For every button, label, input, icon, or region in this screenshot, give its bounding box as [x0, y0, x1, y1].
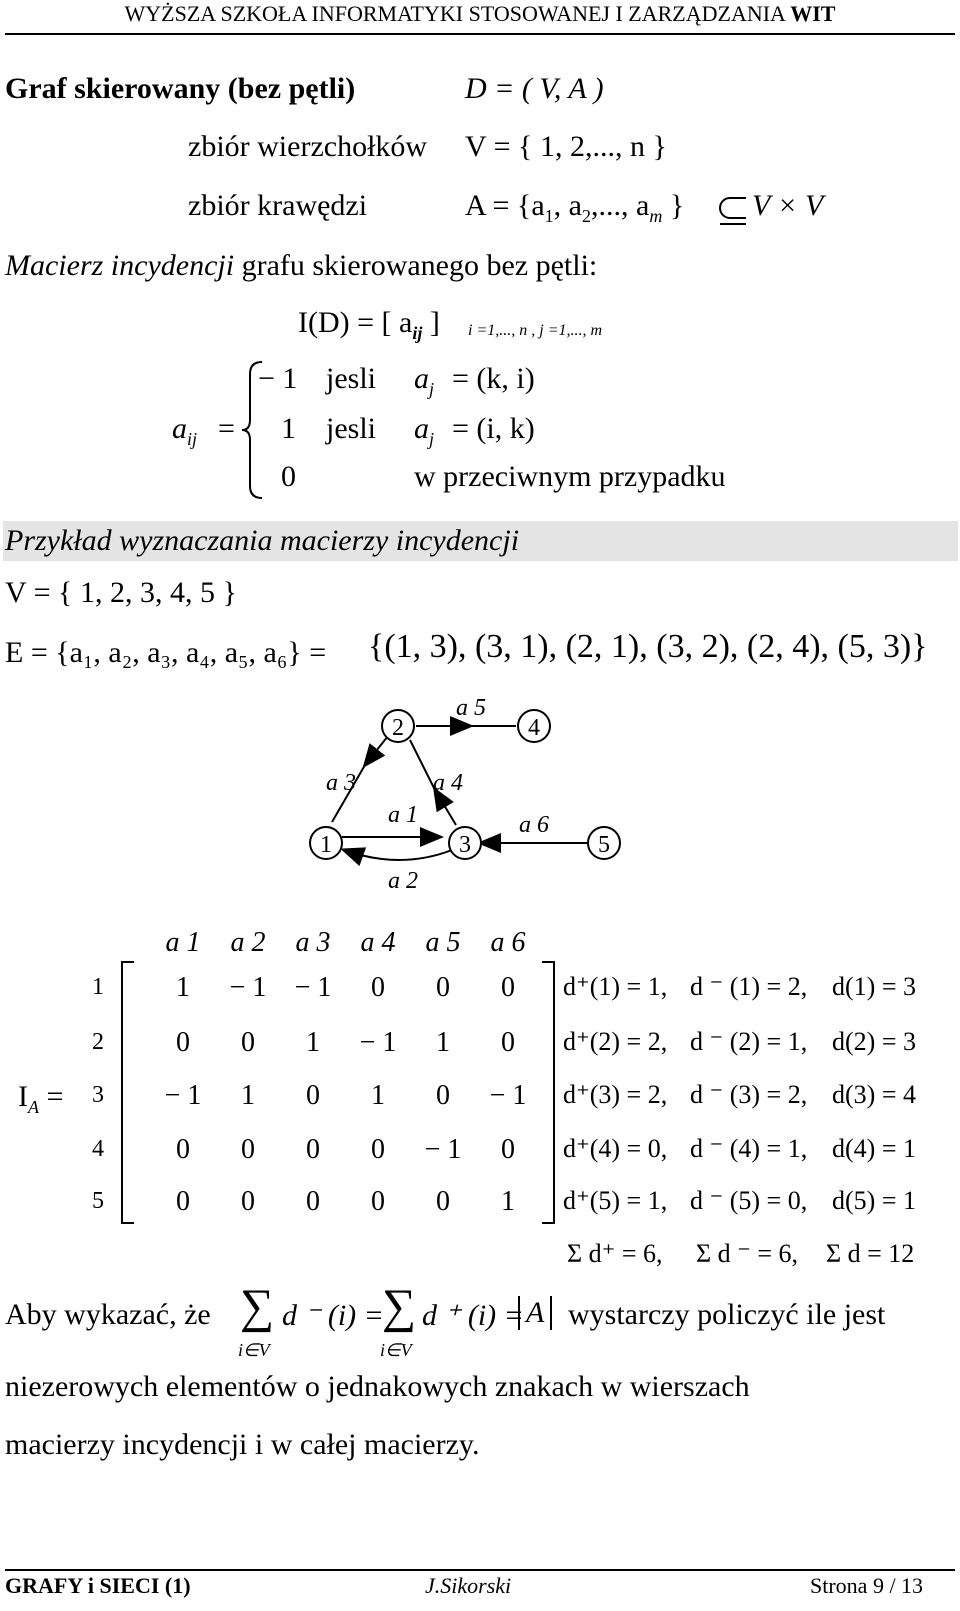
footer-rule [5, 1569, 955, 1571]
proof-line-3: macierzy incydencji i w całej macierzy. [5, 1428, 480, 1461]
page-header [0, 0, 960, 28]
footer-author: J.Sikorski [425, 1573, 512, 1598]
example-heading: Przykład wyznaczania macierzy incydencji [5, 524, 520, 557]
edges-formula: $A = \{a_1$, $a_2$,..., $a_m$ } [465, 189, 685, 226]
sum-icon: ∑ [240, 1280, 275, 1333]
col-header: a 1 [165, 927, 201, 958]
edge-a3 [365, 736, 388, 765]
sum1-term: d ⁻ (i) = [282, 1299, 384, 1332]
vertices-formula: V = { 1, 2,..., n } [465, 130, 667, 163]
graph-formula: D = ( V, A ) [465, 72, 604, 105]
col-header: a 5 [425, 927, 461, 958]
sum-in-degree: Σ d ⁻ = 6, [696, 1239, 799, 1268]
edge-label-a1: a 1 [388, 802, 418, 828]
in-degree: d ⁻ (3) = 2, [690, 1080, 808, 1109]
out-degree: d⁺(2) = 2, [563, 1027, 668, 1056]
header-rule [5, 33, 955, 35]
col-header: a 2 [230, 927, 266, 958]
node-4-label: 4 [528, 715, 540, 741]
total-degree: d(5) = 1 [832, 1186, 916, 1215]
edge-a2 [344, 850, 452, 860]
vertex-set: V = { 1, 2, 3, 4, 5 } [5, 576, 237, 609]
proof-line-2: niezerowych elementów o jednakowych znakach w wierszach [5, 1370, 750, 1403]
sum1-index: i∈V [238, 1340, 270, 1360]
edge-label-a6: a 6 [519, 812, 549, 838]
proof-tail: wystarczy policzyć ile jest [568, 1298, 886, 1331]
total-degree: d(2) = 3 [832, 1027, 916, 1056]
graph-diagram [0, 690, 960, 910]
proof-lead: Aby wykazać, że [5, 1298, 211, 1331]
in-degree: d ⁻ (4) = 1, [690, 1134, 808, 1163]
footer-page: Strona 9 / 13 [810, 1573, 924, 1598]
edge-label-a3: a 3 [326, 770, 356, 796]
sum2-term: d ⁺ (i) = [422, 1299, 524, 1332]
sum2-index: i∈V [380, 1340, 412, 1360]
col-header: a 6 [490, 927, 526, 958]
sum-out-degree: Σ d⁺ = 6, [567, 1239, 663, 1268]
total-degree: d(1) = 3 [832, 972, 916, 1001]
out-degree: d⁺(4) = 0, [563, 1134, 668, 1163]
header-title: WYŻSZA SZKOŁA INFORMATYKI STOSOWANEJ I ZARZĄDZANIA [124, 1, 785, 26]
node-2-label: 2 [392, 715, 404, 741]
node-5-label: 5 [598, 832, 610, 858]
out-degree: d⁺(5) = 1, [563, 1186, 668, 1215]
case-eq: = [218, 412, 235, 445]
subset-icon [716, 194, 752, 228]
incidence-heading: Macierz incydencji grafu skierowanego bez pętli: [5, 249, 598, 282]
total-degree: d(3) = 4 [832, 1080, 916, 1109]
abs-value-a: A [518, 1296, 552, 1330]
edge-label-a4: a 4 [433, 770, 463, 796]
header-title-bold: WIT [790, 1, 836, 26]
edge-label-a2: a 2 [388, 868, 418, 894]
in-degree: d ⁻ (2) = 1, [690, 1027, 808, 1056]
edge-set-right: {(1, 3), (3, 1), (2, 1), (3, 2), (2, 4), (5, 3)} [368, 628, 928, 665]
matrix-lhs: $I_A$ = [18, 1080, 64, 1117]
in-degree: d ⁻ (1) = 2, [690, 972, 808, 1001]
node-3-label: 3 [459, 832, 471, 858]
sum-total-degree: Σ d = 12 [826, 1239, 915, 1268]
case-lhs: $a_{ij}$ [172, 412, 198, 449]
incidence-index-range: i =1,..., n , j =1,..., m [468, 322, 603, 339]
out-degree: d⁺(3) = 2, [563, 1080, 668, 1109]
col-header: a 3 [295, 927, 331, 958]
in-degree: d ⁻ (5) = 0, [690, 1186, 808, 1215]
graph-label: Graf skierowany (bez pętli) [5, 72, 356, 105]
col-header: a 4 [360, 927, 396, 958]
incidence-matrix-def: I(D) = [ $a_{ij}$ ] [298, 306, 440, 343]
node-1-label: 1 [320, 832, 332, 858]
footer-course: GRAFY i SIECI (1) [5, 1573, 191, 1598]
cartesian-product: V × V [752, 189, 824, 222]
vertices-label: zbiór wierzchołków [188, 130, 428, 163]
edge-set-left: E = {a₁, a₂, a₃, a₄, a₅, a₆} = [5, 636, 327, 669]
edge-a4-tail [410, 740, 435, 790]
out-degree: d⁺(1) = 1, [563, 972, 668, 1001]
sum-icon: ∑ [382, 1280, 417, 1333]
edge-label-a5: a 5 [456, 695, 486, 721]
total-degree: d(4) = 1 [832, 1134, 916, 1163]
edges-label: zbiór krawędzi [188, 189, 368, 222]
